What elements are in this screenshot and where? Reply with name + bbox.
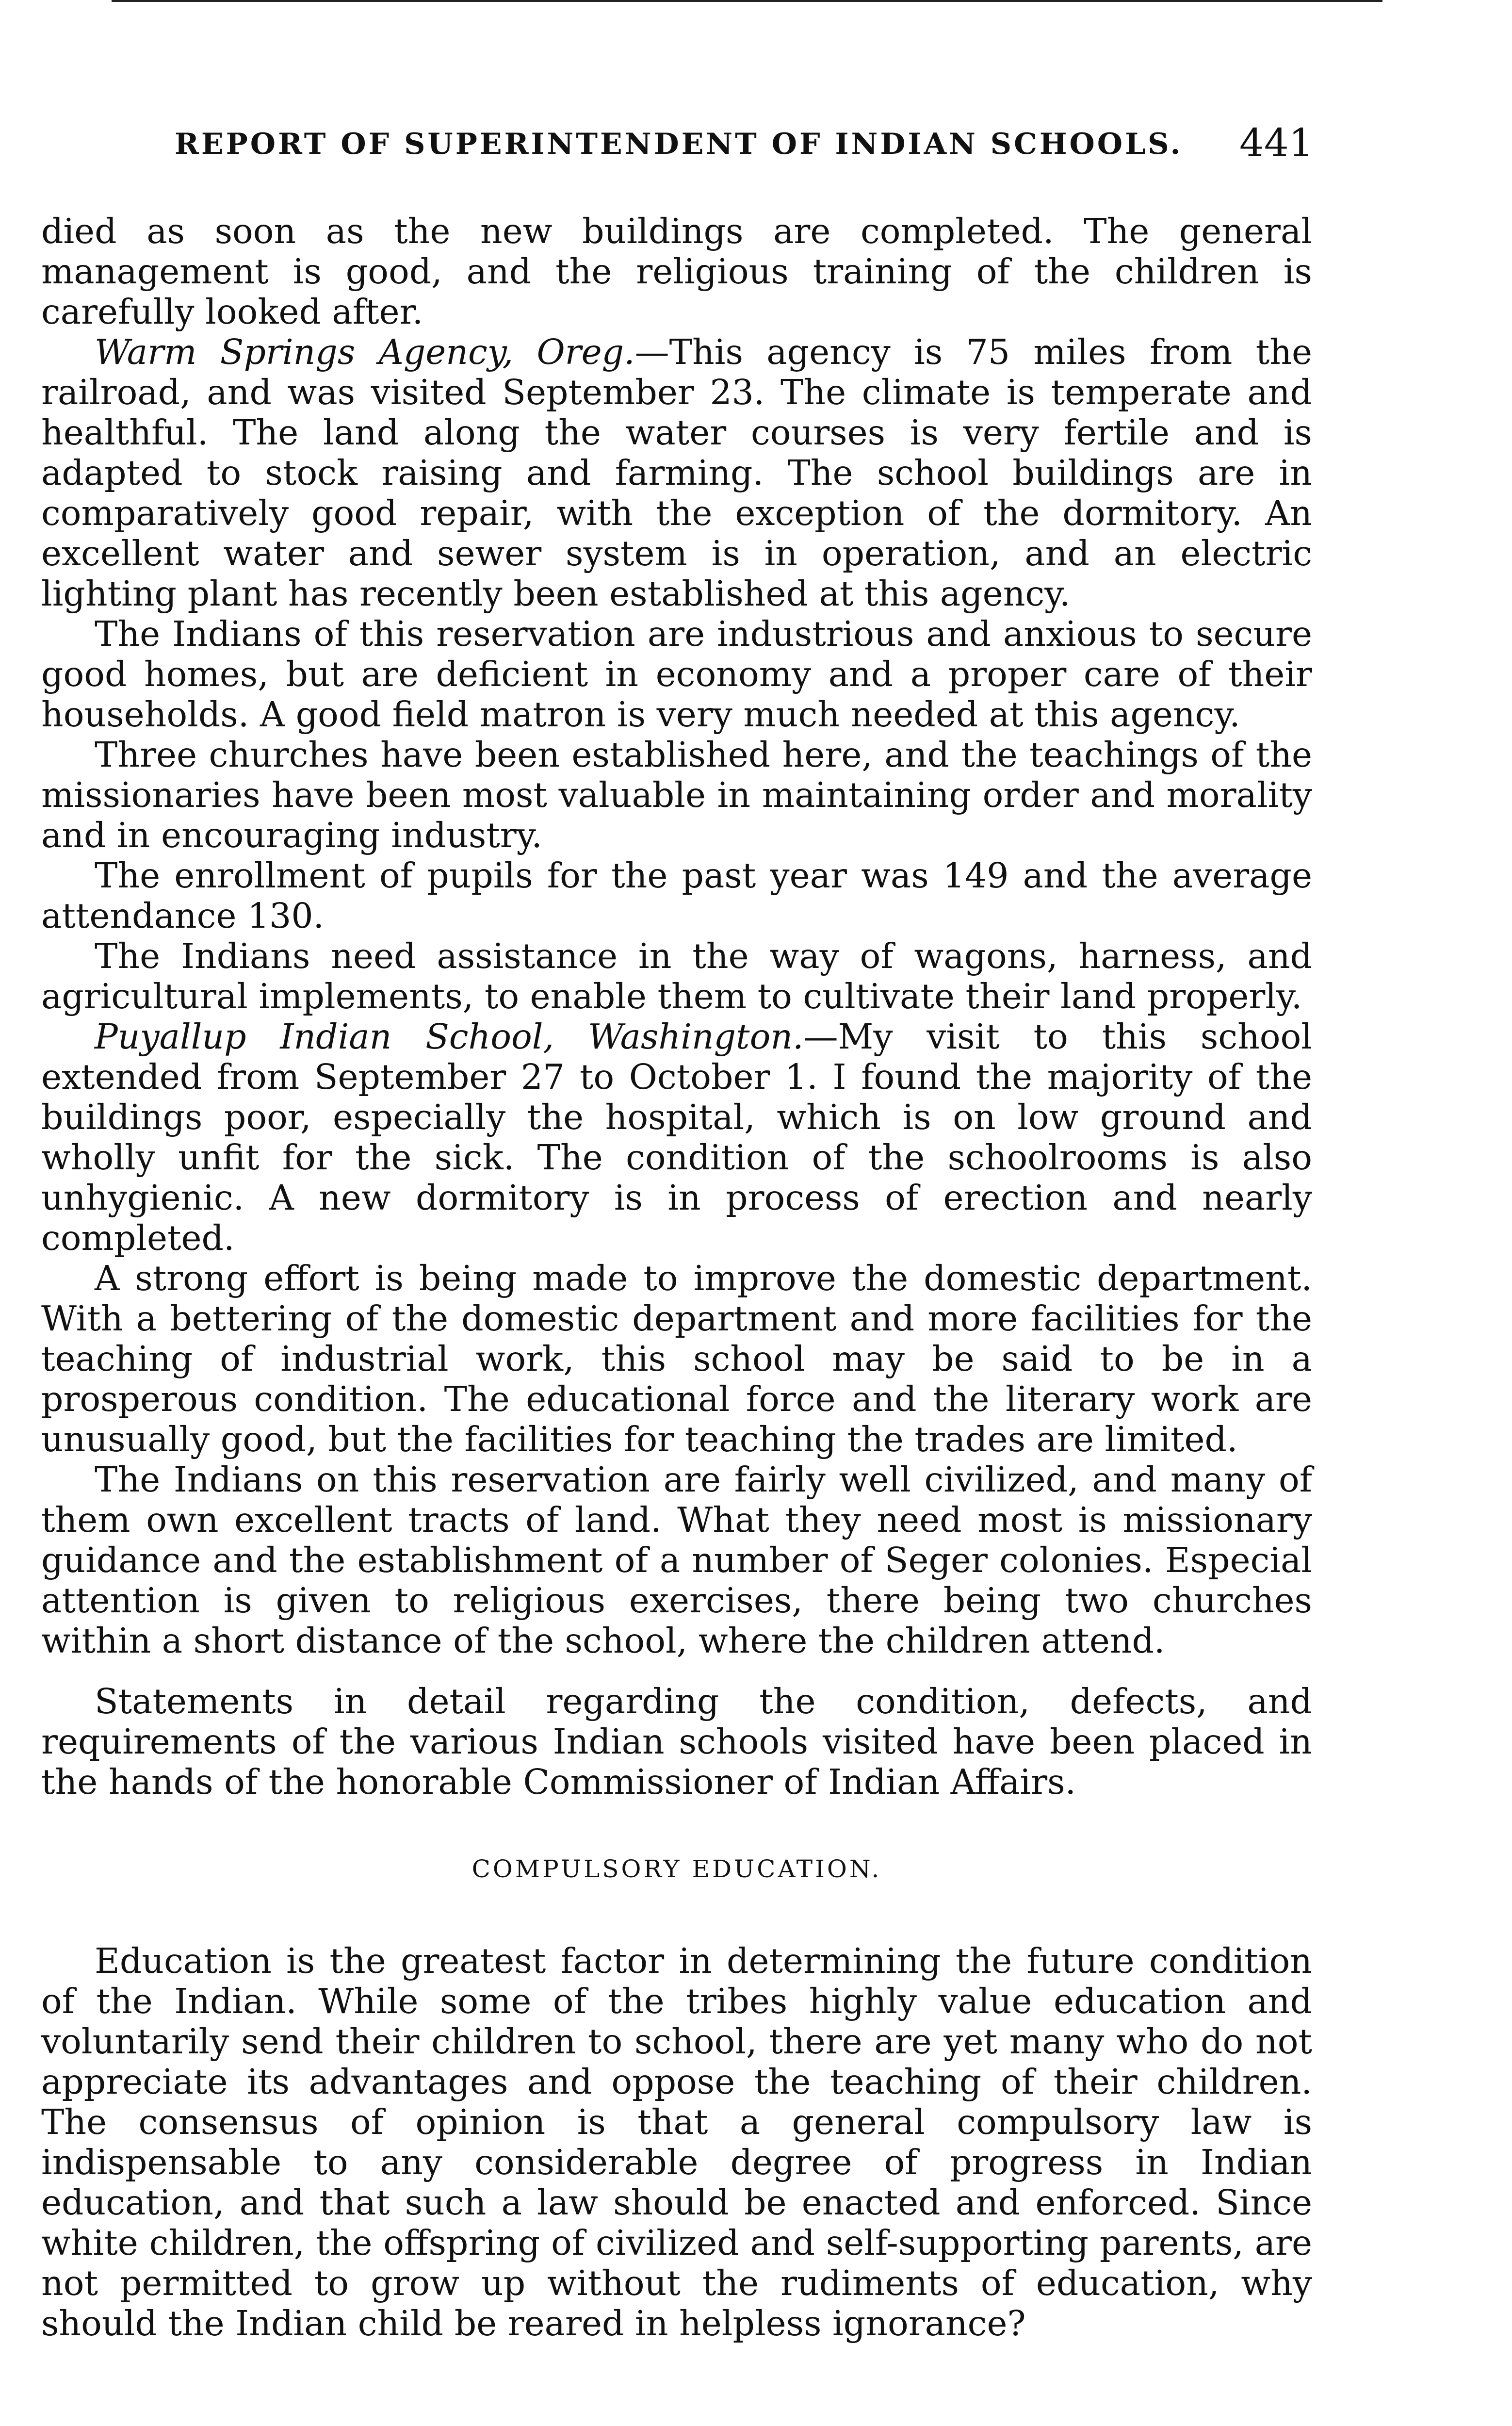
paragraph-assistance: The Indians need assistance in the way of wagons, harness, and agricultural implements, to enable them to cultivate their land properly. [41,936,1312,1016]
paragraph-domestic-department: A strong effort is being made to improve the domestic department. With a bettering of the domestic department and more facilities for the teaching of industrial work, this school may be said to be in a prosperous condition. The educational force and the literary work are unusually good, but the facilities for teaching the trades are limited. [41,1258,1312,1459]
paragraph-puyallup [41,1016,1312,1258]
paragraph-civilized: The Indians on this reservation are fairly well civilized, and many of them own excellent tracts of land. What they need most is missionary guidance and the establishment of a number of Seger colonies. Especial attention is given to religious exercises, there being two churches within a short distance of the school, where the children attend. [41,1459,1312,1661]
paragraph-reservation-indians: The Indians of this reservation are industrious and anxious to secure good homes, but are deficient in economy and a proper care of their households. A good field matron is very much needed at this agency. [41,614,1312,735]
body-text [41,211,1312,2344]
page-number: 441 [1239,120,1314,165]
paragraph-compulsory-education: Education is the greatest factor in determining the future condition of the Indian. While some of the tribes highly value education and voluntarily send their children to school, there are yet many who do not appreciate its advantages and oppose the teaching of their children. The consensus of opinion is that a general compulsory law is indispensable to any considerable degree of progress in Indian education, and that such a law should be enacted and enforced. Since white children, the offspring of civilized and self-supporting parents, are not permitted to grow up without the rudiments of education, why should the Indian child be reared in helpless ignorance? [41,1941,1312,2344]
puyallup-text: —My visit to this school extended from September 27 to October 1. I found the majority of the buildings poor, especially the hospital, which is on low ground and wholly unfit for the sick. The condition of the schoolrooms is also unhygienic. A new dormitory is in process of erection and nearly completed. [41,1016,1312,1258]
paragraph-churches: Three churches have been established here, and the teachings of the missionaries have been most valuable in maintaining order and morality and in encouraging industry. [41,735,1312,855]
running-title: REPORT OF SUPERINTENDENT OF INDIAN SCHOOLS. [175,127,1183,161]
paragraph-enrollment: The enrollment of pupils for the past year was 149 and the average attendance 130. [41,855,1312,936]
top-edge-rule [112,0,1382,2]
paragraph-warm-springs [41,332,1312,614]
paragraph-statements: Statements in detail regarding the condition, defects, and requirements of the various Indian schools visited have been placed in the hands of the honorable Commissioner of Indian Affairs. [41,1681,1312,1802]
section-heading: COMPULSORY EDUCATION. [471,1855,882,1883]
warm-springs-text: —This agency is 75 miles from the railroad, and was visited September 23. The climate is temperate and healthful. The land along the water courses is very fertile and is adapted to stock raising and farming. The school buildings are in comparatively good repair, with the exception of the dormitory. An excellent water and sewer system is in operation, and an electric lighting plant has recently been established at this agency. [41,332,1312,614]
paragraph-continuation: died as soon as the new buildings are completed. The general management is good, and the religious training of the children is carefully looked after. [41,211,1312,332]
warm-springs-title: Warm Springs Agency, Oreg. [95,332,635,372]
puyallup-title: Puyallup Indian School, Washington. [95,1016,804,1057]
